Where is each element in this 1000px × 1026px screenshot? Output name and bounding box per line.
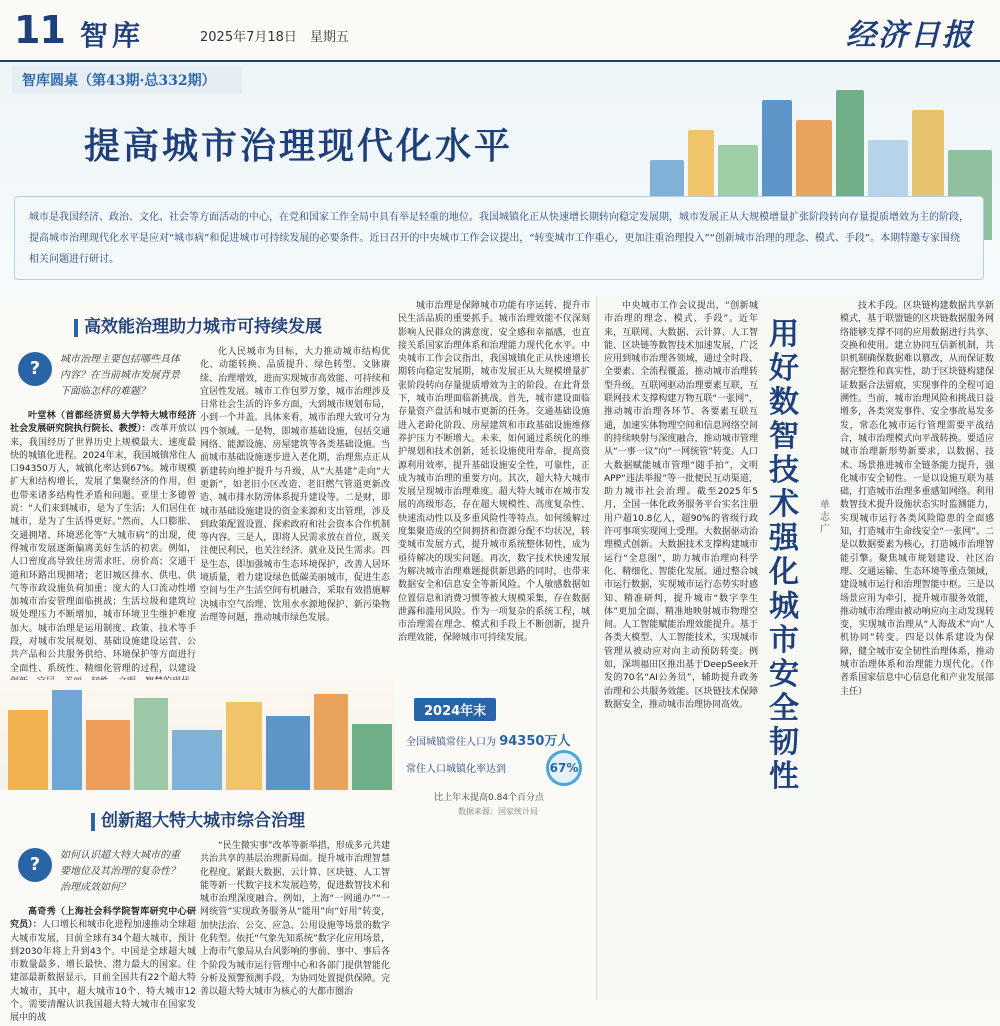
building-icon	[8, 710, 48, 790]
heading-bar-icon	[74, 319, 78, 337]
building-icon	[52, 690, 82, 790]
section3-byline: 单志广	[820, 500, 830, 535]
section3-column-2	[840, 300, 994, 996]
section-name: 智库	[80, 19, 145, 52]
heading-bar-icon	[91, 813, 95, 831]
building-icon	[352, 724, 392, 790]
building-icon	[266, 716, 310, 790]
stat-row-urbanization	[406, 760, 506, 775]
stat-source: 数据来源：国家统计局	[458, 807, 538, 816]
building-icon	[226, 702, 262, 790]
building-icon	[172, 730, 222, 790]
page-number: 11	[14, 8, 65, 52]
section1-heading-text: 高效能治理助力城市可持续发展	[84, 317, 322, 337]
section3-col1-text: 中央城市工作会议提出，“创新城市治理的理念、模式、手段”。近年来，互联网、大数据、云计算、人工智能、区块链等数智技术加速发展，广泛应用到城市治理各领域，通过全时段、全要素、全流程覆盖，推动城市治理转型升级。互联网驱动治理要素互联，互联网技术支撑构建万物互联“一张网”，推动城市治理各环节、各要素互联互通，加速实体物理空间和信息网络空间的持续映射与深度融合，推动城市管理从“一事一议”向“一网统管”转变。人口大数据赋能城市管理“随手拍”，文明APP“违法举报”等一批便民互动渠道，助力城市社会治理。截至2025年5月，全国一体化政务服务平台实名注册用户超10.8亿人，超90%的省级行政许可事项实现网上受理。大数据驱动治理模式创新。大数据技术支撑构建城市运行“全息图”，助力城市治理向科学化、精细化、智能化发展。通过整合城市运行数据，实现城市运行态势实时感知、精准研判，提升城市“数字孪生体”更加全面、精准地映射城市物理空间。人工智能赋能治理效能提升。基于各类大模型、人工智能技术，实现城市管理从被动应对向主动预防转变。例如，深圳福田区推出基于DeepSeek开发的70名“AI公务员”，辅助提升政务治理和公共服务效能。区块链技术保障数据安全，推动城市治理协同高效。	[604, 301, 758, 710]
column-title: 智库圆桌（第43期·总332期）	[12, 66, 242, 94]
section2-heading-text: 创新超大特大城市综合治理	[101, 811, 305, 831]
section2-heading	[18, 806, 378, 831]
stat-label-1: 全国城镇常住人口为	[406, 737, 496, 748]
section2-column-2	[200, 840, 390, 1000]
section2-column-1	[10, 906, 196, 1024]
question-text-2: 如何认识超大特大城市的重要地位及其治理的复杂性？治理成效如何？	[60, 850, 180, 893]
headline: 提高城市治理现代化水平	[84, 125, 514, 167]
section1-heading	[18, 312, 378, 337]
section1-col1-text: 改革开放以来，我国经历了世界历史上规模最大、速度最快的城镇化进程。2024年末，我国城镇常住人口94350万人，城镇化率达到67%。城市规模扩大和结构增长，发展了集聚经济的作用，但也带来诸多结构性矛盾和问题。亚里士多德曾说：“人们来到城市，是为了生活；人们居住在城市，是为了生活得更好。”然而，人口膨胀、交通拥堵、环境恶化等“大城市病”的出现，使得城市发展逐渐偏离美好生活的初衷。例如，人口密度高导致住房需求旺、房价高；交通干道和环路出现拥堵；老旧城区排水、供电、供气等市政设施负荷加重；庞大的人口流动性增加城市治安管理面临挑战；生活垃圾和建筑垃圾处理压力不断增加，城市环境卫生维护难度加大。城市治理是运用制度、政策、技术等手段，对城市发展规划、基础设施建设运营、公共产品和公共服务供给、环境保护等方面进行全面性、系统性、精细化管理的过程，以建设	[10, 424, 196, 674]
section1-col3-text: 城市治理是保障城市功能有序运转、提升市民生活品质的重要抓手。城市治理效能不仅深刻影响人民群众的满意度、安全感和幸福感，也直接关系国家治理体系和治理能力现代化水平。中央城市工作会议指出，我国城镇化正从快速增长期转向稳定发展期，城市发展正从大规模增量扩张阶段转向存量提质增效为主的阶段。在此背景下，城市治理面临新挑战。首先，城市建设面临存量资产盘活和城市更新的任务。交通基础设施进入老龄化阶段、房屋建筑和市政基础设施维修养护压力不断增大。未来，如何通过系统化的维护规划和技术创新，延长设施使用寿命，提高资源利用效率，提升基础设施安全性，可靠性，正成为城市治理的重要方向。其次，超大特大城市发展呈现城市治理难度。超大特大城市在城市发展的高级形态，存在超大规模性、高度复杂性、快速流动性以及多重风险性等特点。如何缓解过度集聚造成的空间拥挤和资源分配不均状况，转变城市发展方式，提升城市系统整体韧性，成为亟待解决的现实问题。再次，数字技术快速发展为解决城市治理难题提供新思路的同时，也带来数据安全和信息安全等新风险。个人敏感数据如位置信息和消费习惯等被大规模采集，存在数据泄露和滥用风险。作为一项复杂的系统工程，城市治理需在理念、模式和手段上不断创新，提升治理效能，保障城市可持续发展。	[398, 301, 590, 644]
question-icon: ?	[18, 352, 52, 386]
urbanization-rate-badge: 67%	[546, 750, 582, 786]
question-icon: ?	[18, 848, 52, 882]
stat-subnote: 比上年末提高0.84个百分点	[434, 793, 545, 803]
section3-column-1	[604, 300, 758, 996]
city-street-illustration	[0, 680, 395, 790]
lead-paragraph: 城市是我国经济、政治、文化、社会等方面活动的中心，在党和国家工作全局中具有举足轻重的地位。我国城镇化正从快速增长期转向稳定发展期，城市发展正从大规模增量扩张阶段转向存量提质增效为主的阶段，提高城市治理现代化水平是应对“城市病”和促进城市可持续发展的必要条件。近日召开的中央城市工作会议提出，“转变城市工作重心，更加注重治理投入”“创新城市治理的理念、模式、手段”。本期特邀专家围绕相关问题进行研讨。	[14, 196, 984, 280]
stat-value-1: 94350万人	[499, 734, 571, 749]
building-icon	[134, 698, 168, 790]
section3-col2-text: 技术手段。区块链构建数据共享新模式，基于联盟链的区块链数据服务网络能够支撑不同的应用数据进行共享、交换和使用。建立协同互信新机制，共识机制确保数据难以篡改，从而保证数据完整性和真实性，助于区块链构建保证数据合法留痕，实现事件的全程可追溯性。当前，城市治理风险和挑战日益增多，各类突发事件、安全事故易发多发，常态化城市运行管理需要平战结合，城市治理模式向平战转换。要适应城市治理新形势新要求，以数据、技术、场景推进城市全链条能力提升，强化城市安全韧性。一是以设施互联为基础，打造城市治理多重感知网络。利用数智技术提升设施状态实时监测能力，实现城市运行各类风险隐患的全面感知，打造城市生命线安全“一张网”。二是以数据要素为核心，打造城市治理智能引擎。聚焦城市规划建设、社区治理、交通运输、生态环境等重点领域，建设城市运行和治理智能中枢。三是以场景应用为牵引，提升城市服务效能，推动城市治理由被动响应向主动发现转变，实现城市治理从“人海战术”向“人机协同”转变。四是以体系建设为保障，健全城市安全韧性治理体系，推动城市治理体系和治理能力现代化。（作者系国家信息中心信息化和产业发展部主任）	[840, 301, 994, 697]
stat-label-2: 常住人口城镇化率达到	[406, 764, 506, 775]
question-text-1: 城市治理主要包括哪些具体内容？在当前城市发展背景下面临怎样的难题？	[60, 354, 180, 397]
section3-title: 用好数智技术强化城市安全韧性	[769, 317, 799, 794]
section1-column-3	[398, 300, 590, 686]
stats-panel	[398, 690, 594, 820]
author-2: 高奇秀（上海社会科学院智库研究中心研究员）：	[10, 907, 196, 931]
section1-col2-text: 化人民城市为目标，大力推动城市结构优化、动能转换、品质提升、绿色转型、文脉赓续、治理增效，进而实现城市高效能、可持续和宜居性发展。城市工作包罗万象，城市治理涉及日常社会生活的许多方面，大到城市规划布局，小到一个井盖。具体来看，城市治理大致可分为四个领域。一是物，即城市基础设施，包括交通网络、能源设施、房屋建筑等各类基础设施。当前城市基础设施逐步进入老化期，治理焦点正从新建转向维护提升与升级，从“大基建”走向“大更新”，如老旧小区改造、老旧燃气管道更新改造、城市排水防涝体系提升建设等。二是财，即城市基础设施建设的资金来源和支出管理，涉及到政策配置设置、探索政府和社会资本合作机制等内容。三是人，即将人民需求放在首位，既关注便民利民，也关注经济、就业及民生需求。四是生态，即加强城市生态环境保护，改善人居环境质量，着力建设绿色低碳美丽城市，促进生态空间与生产生活空间有机融合，采取有效措施解决城市空气治理、饮用水水源地保护、新污染物治理等问题，推动城市绿色发展。	[200, 347, 390, 623]
section1-column-2	[200, 346, 390, 678]
building-icon	[86, 720, 130, 790]
stats-year: 2024年末	[414, 698, 496, 721]
section1-column-1	[10, 410, 196, 678]
question-box-1	[10, 344, 190, 414]
question-box-2	[10, 840, 190, 910]
publication-date: 2025年7月18日 星期五	[200, 30, 349, 45]
masthead	[0, 0, 1000, 62]
author-1: 叶堂林（首都经济贸易大学特大城市经济社会发展研究院执行院长、教授）：	[10, 411, 196, 435]
building-icon	[314, 694, 348, 790]
section2-col2-text: “民生微实事”改革等新举措，形成多元共建共治共享的基层治理新局面。提升城市治理智慧化程度。紧跟大数据、云计算、区块链、人工智能等新一代数字技术发展趋势，促进数智技术和城市治理深度融合。例如，上海“一网通办”“一网统管”实现政务服务从“能用”向“好用”转变，加快法治、公交、应急、公用设施等场景的数字化转型。依托“气象先知系统”数字化应用场景，上海市气象局从台风影响的事前、事中、事后各个阶段为城市运行管理中心和各部门提供智能化分析及预警预测手段，为协同处置提供保障。完善以超大特大城市为核心的大都市圈治	[200, 841, 390, 998]
section2-col1-text: 人口增长和城市化进程加速推动全球超大城市发展，目前全球有34个超大城市，预计到2030年将上升到43个。中国是全球超大城市数量最多、增长最快、潜力最大的国家。住建部最新数据显示，目前全国共有22个超大特大城市，其中，超大城市10个、特大城市12个。需要清醒认识我国超大特大城市在国家发展中的战	[10, 920, 196, 1024]
stat-row-population	[406, 730, 570, 749]
newspaper-logo: 经济日报	[846, 18, 974, 53]
